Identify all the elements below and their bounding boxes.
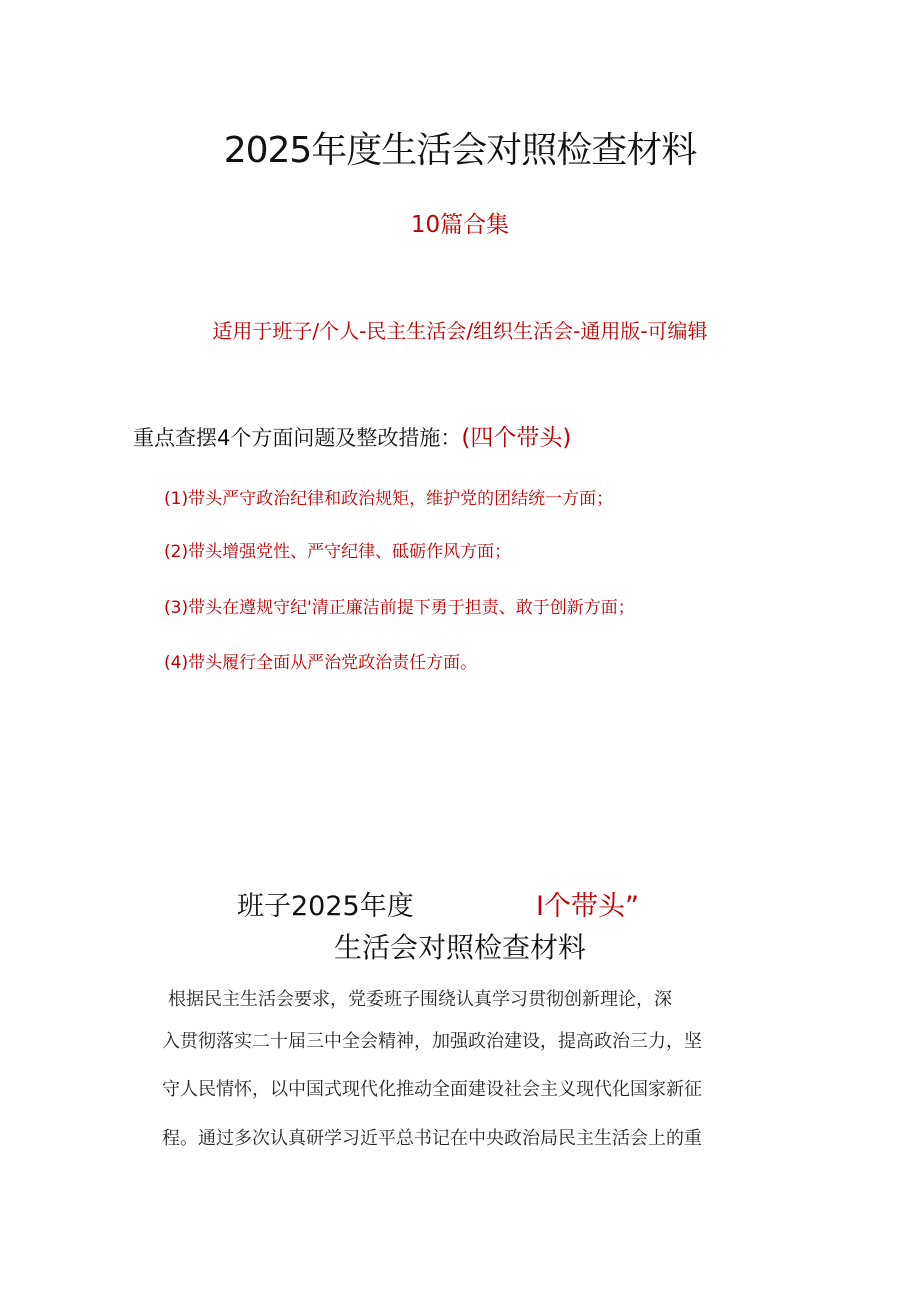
focus-item: (2)带头增强党性、严守纪律、砥砺作风方面； [164,542,512,562]
focus-item: (1)带头严守政治纪律和政治规矩，维护党的团结统一方面； [164,489,614,509]
body-paragraph-line: 入贯彻落实二十届三中全会精神，加强政治建设，提高政治三力，坚 [162,1031,702,1052]
document-title: 2025年度生活会对照检查材料 [223,130,697,171]
body-paragraph-line: 守人民情怀，以中国式现代化推动全面建设社会主义现代化国家新征 [162,1079,702,1100]
focus-heading [133,419,571,452]
body-paragraph-line: 根据民主生活会要求，党委班子围绕认真学习贯彻创新理论，深 [168,989,672,1010]
focus-item: (3)带头在遵规守纪'清正廉洁前提下勇于担责、敢于创新方面； [164,598,635,618]
collection-subtitle: 10篇合集 [410,212,510,238]
body-paragraph-line: 程。通过多次认真研学习近平总书记在中央政治局民主生活会上的重 [162,1128,702,1149]
section-title-part-2: I个带头” [536,891,639,922]
focus-heading-highlight: (四个带头) [461,425,572,451]
focus-heading-text: 重点查摆4个方面问题及整改措施： [133,426,462,450]
section-title-line-2: 生活会对照检查材料 [333,931,586,964]
focus-item: (4)带头履行全面从严治党政治责任方面。 [164,653,478,673]
applicability-note: 适用于班子/个人-民主生活会/组织生活会-通用版-可编辑 [212,319,708,343]
section-title-part-1: 班子2025年度 [237,891,414,922]
